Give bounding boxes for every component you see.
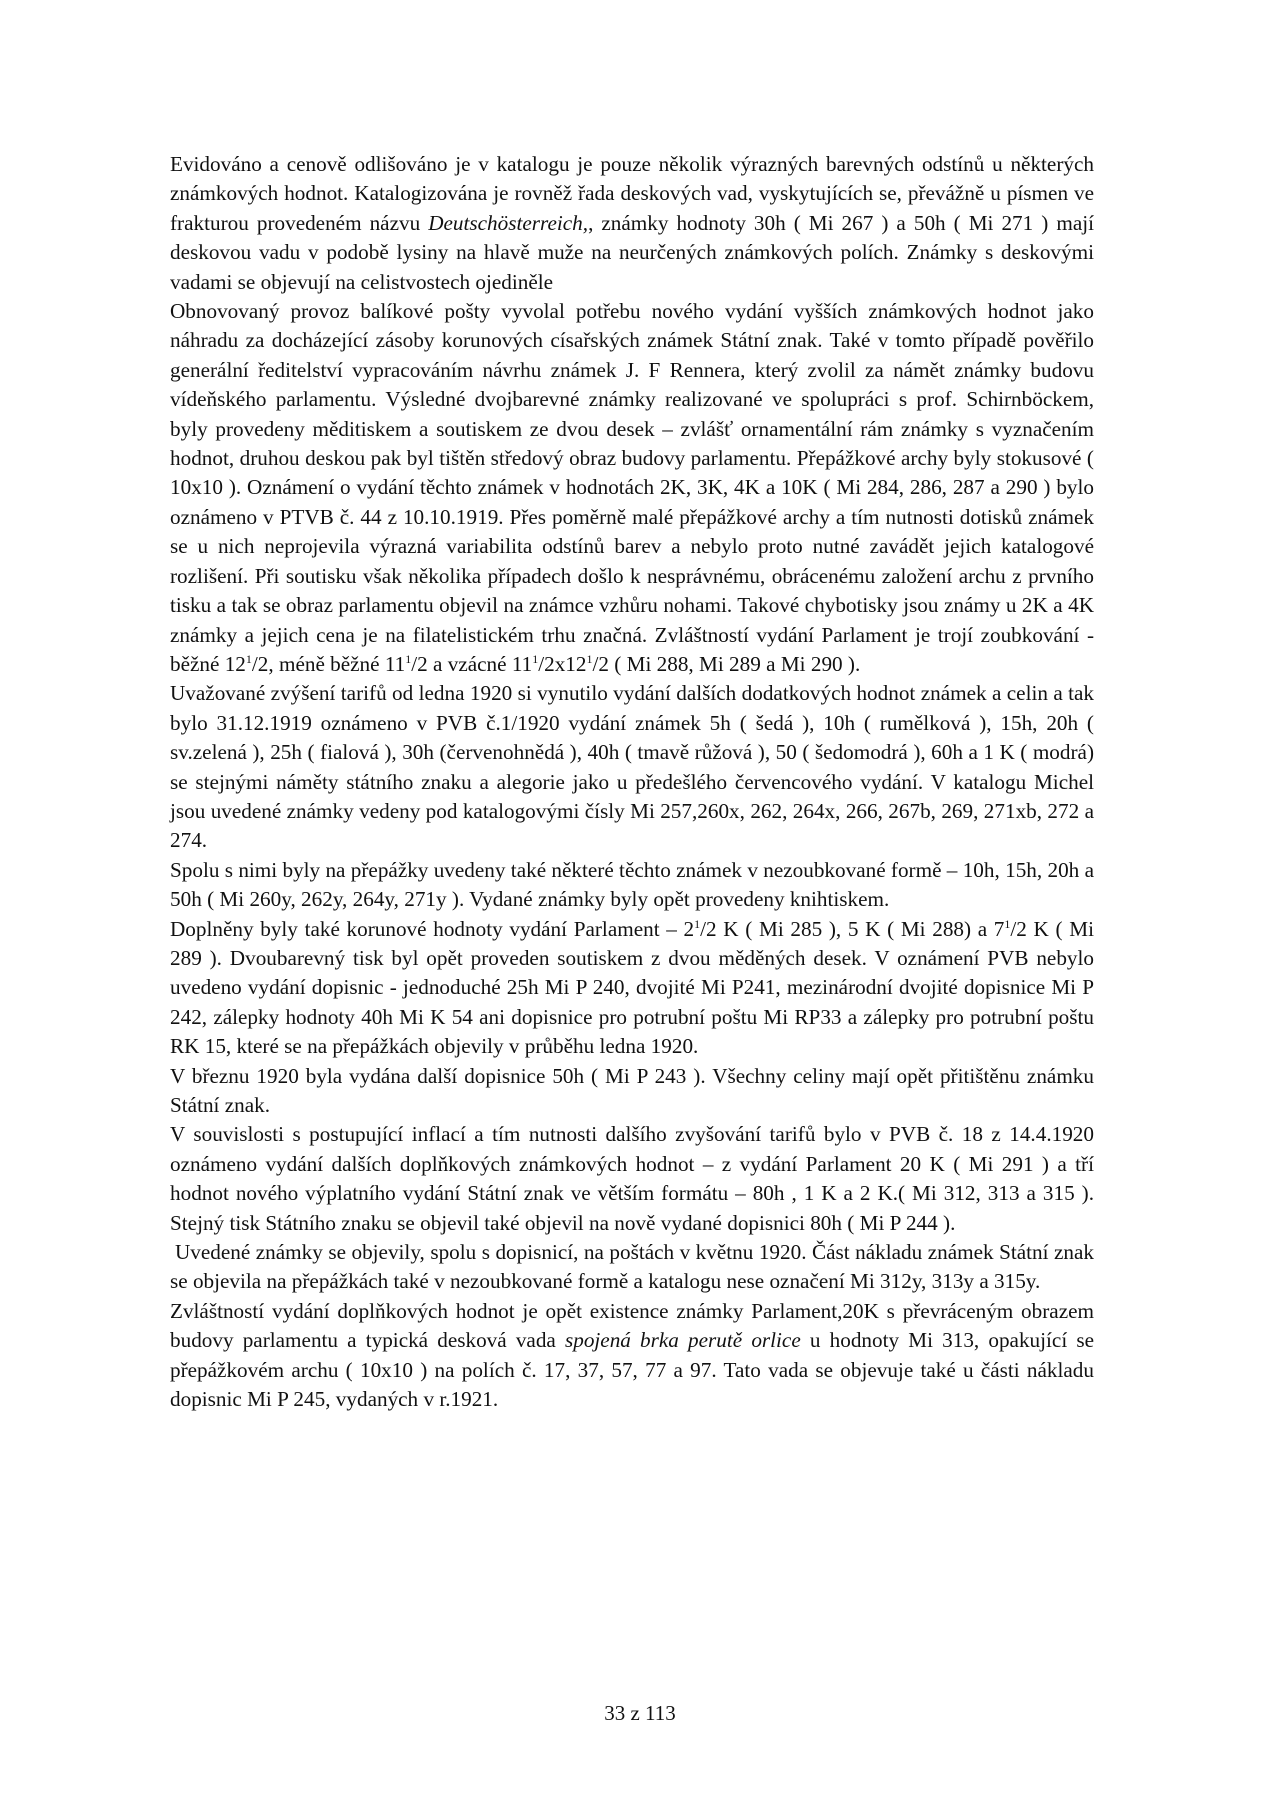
text-run: /2 ( Mi 288, Mi 289 a Mi 290 ). <box>592 651 861 676</box>
italic-text: spojená brka perutě orlice <box>564 1328 801 1353</box>
text-run: /2x12 <box>538 651 587 676</box>
text-run: /2 a vzácné 11 <box>411 651 533 676</box>
paragraph <box>170 856 1094 915</box>
text-run: u hodnoty Mi 313, opakující se přepážkovém archu ( 10x10 ) na polích č. 17, 37, 57, 77 a 97. Tato vada se objevuje také u části nákladu dopisnic Mi P 245, vydaných v r.1921. <box>170 1328 1095 1412</box>
paragraph <box>170 1062 1094 1121</box>
superscript: 1 <box>245 651 252 666</box>
body-text <box>170 150 1094 1414</box>
superscript: 1 <box>694 916 701 931</box>
paragraph <box>170 1297 1094 1415</box>
text-run: /2 K ( Mi 285 ), 5 K ( Mi 288) a 7 <box>700 916 1005 941</box>
paragraph <box>170 1238 1094 1297</box>
text-run: Spolu s nimi byly na přepážky uvedeny také některé těchto známek v nezoubkované formě – 10h, 15h, 20h a 50h ( Mi 260y, 262y, 264y, 271y ). Vydané známky byly opět provedeny knihtiskem. <box>170 857 1094 912</box>
paragraph <box>170 915 1094 1062</box>
text-run: Obnovovaný provoz balíkové pošty vyvolal potřebu nového vydání vyšších známkových hodnot jako náhradu za docházející zásoby korunových císařských známek Státní znak. Také v tomto případě pověřilo generální ředitelství vypracováním návrhu známek J. F Rennera, který zvolil za námět známky budovu vídeňského parlamentu. Výsledné dvojbarevné známky realizované ve spolupráci s prof. Schirnböckem, byly provedeny měditiskem a soutiskem ze dvou desek – zvlášť ornamentální rám známky s vyznačením hodnot, druhou deskou pak byl tištěn středový obraz budovy parlamentu. Přepážkové archy byly stokusové ( 10x10 ). Oznámení o vydání těchto známek v hodnotách 2K, 3K, 4K a 10K ( Mi 284, 286, 287 a 290 ) bylo oznámeno v PTVB č. 44 z 10.10.1919. Přes poměrně malé přepážkové archy a tím nutnosti dotisků známek se u nich neprojevila výrazná variabilita odstínů barev a nebylo proto nutné zavádět jejich katalogové rozlišení. Při soutisku však několika případech došlo k nesprávnému, obrácenému založení archu z prvního tisku a tak se obraz parlamentu objevil na známce vzhůru nohami. Takové chybotisky jsou známy u 2K a 4K známky a jejich cena je na filatelistickém trhu značná. Zvláštností vydání Parlament je trojí zoubkování - běžné 12 <box>170 299 1094 676</box>
text-run: Zvláštností vydání doplňkových hodnot je opět existence známky Parlament,20K s převráceným obrazem budovy parlamentu a typická desková vada <box>170 1298 1094 1353</box>
paragraph <box>170 1120 1094 1238</box>
paragraph <box>170 150 1094 297</box>
text-run: Uvažované zvýšení tarifů od ledna 1920 si vynutilo vydání dalších dodatkových hodnot známek a celin a tak bylo 31.12.1919 oznámeno v PVB č.1/1920 vydání známek 5h ( šedá ), 10h ( rumělková ), 15h, 20h ( sv.zelená ), 25h ( fialová ), 30h (červenohnědá ), 40h ( tmavě růžová ), 50 ( šedomodrá ), 60h a 1 K ( modrá) se stejnými náměty státního znaku a alegorie jako u předešlého červencového vydání. V katalogu Michel jsou uvedené známky vedeny pod katalogovými čísly Mi 257,260x, 262, 264x, 266, 267b, 269, 271xb, 272 a 274. <box>170 681 1094 853</box>
superscript: 1 <box>405 651 412 666</box>
text-run: , známky hodnoty 30h ( Mi 267 ) a 50h ( Mi 271 ) mají deskovou vadu v podobě lysiny na hlavě muže na neurčených známkových polích. Známky s deskovými vadami se objevují na celistvostech ojediněle <box>170 210 1094 294</box>
superscript: 1 <box>586 651 593 666</box>
superscript: 1 <box>532 651 539 666</box>
text-run: Uvedené známky se objevily, spolu s dopisnicí, na poštách v květnu 1920. Část nákladu známek Státní znak se objevila na přepážkách také v nezoubkované formě a katalogu nese označení Mi 312y, 313y a 315y. <box>170 1240 1094 1294</box>
page-number: 33 z 113 <box>604 1701 676 1725</box>
superscript: 1 <box>1004 916 1011 931</box>
text-run: V březnu 1920 byla vydána další dopisnice 50h ( Mi P 243 ). Všechny celiny mají opět přitištěnu známku Státní znak. <box>170 1063 1094 1117</box>
text-run: Doplněny byly také korunové hodnoty vydání Parlament – 2 <box>170 916 695 941</box>
italic-text: Deutschösterreich, <box>428 210 589 235</box>
paragraph <box>170 679 1094 855</box>
paragraph <box>170 297 1094 679</box>
text-run: V souvislosti s postupující inflací a tím nutnosti dalšího zvyšování tarifů bylo v PVB č. 18 z 14.4.1920 oznámeno vydání dalších doplňkových známkových hodnot – z vydání Parlament 20 K ( Mi 291 ) a tří hodnot nového výplatního vydání Státní znak ve větším formátu – 80h , 1 K a 2 K.( Mi 312, 313 a 315 ). Stejný tisk Státního znaku se objevil také objevil na nově vydané dopisnici 80h ( Mi P 244 ). <box>170 1122 1094 1235</box>
text-run: Evidováno a cenově odlišováno je v katalogu je pouze několik výrazných barevných odstínů u některých známkových hodnot. Katalogizována je rovněž řada deskových vad, vyskytujících se, převážně u písmen ve frakturou provedeném názvu <box>170 152 1094 235</box>
text-run: /2 K ( Mi 289 ). Dvoubarevný tisk byl opět proveden soutiskem z dvou měděných desek. V oznámení PVB nebylo uvedeno vydání dopisnic - jednoduché 25h Mi P 240, dvojité Mi P241, mezinárodní dvojité dopisnice Mi P 242, zálepky hodnoty 40h Mi K 54 ani dopisnice pro potrubní poštu Mi RP33 a zálepky pro potrubní poštu RK 15, které se na přepážkách objevily v průběhu ledna 1920. <box>170 916 1094 1059</box>
text-run: /2, méně běžné 11 <box>251 651 406 676</box>
